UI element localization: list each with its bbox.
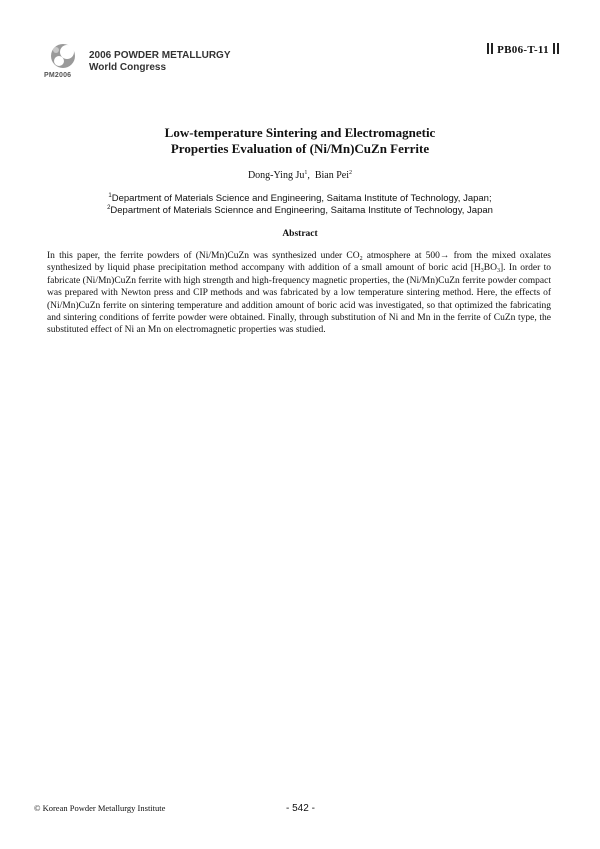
conference-logo: [44, 40, 84, 82]
abstract-text: atmosphere at 500→ from the mixed oxalates synthesized by liquid phase precipitation method accompany with addition of a small amount of boric acid [H: [47, 251, 551, 274]
paper-code: [486, 43, 560, 56]
subscript: 3: [497, 268, 500, 275]
paper-code-text: PB06-T-11: [497, 44, 549, 56]
subscript: 3: [480, 268, 484, 275]
code-bar-right: [553, 43, 555, 54]
author-affil-mark: 1: [304, 170, 308, 176]
page-number: - 542 -: [286, 803, 315, 814]
conference-line1: 2006 POWDER METALLURGY: [89, 50, 231, 61]
subscript: 2: [359, 256, 363, 262]
abstract-text: ]. In order to fabricate (Ni/Mn)CuZn ferrite with high strength and high-frequency magnetic properties, the (Ni/Mn)CuZn ferrite powder compact was prepared with Newton press and CIP methods and was fabricated by a low temperature sintering method. Here, the effects of (Ni/Mn)CuZn ferrite on sintering temperature and addition amount of boric acid was investigated, so that optimized the fabricating and sintering conditions of ferrite powder were obtained. Finally, through substitution of Ni and Mn in the ferrite of CuZn type, the substituted effect of Ni an Mn on electromagnetic properties was studied.: [47, 263, 551, 336]
affiliation-2: [0, 205, 600, 217]
affil-mark: 1: [108, 193, 112, 199]
author-separator: ,: [307, 170, 315, 181]
author-name: Bian Pei: [314, 170, 350, 181]
abstract-heading: Abstract: [282, 229, 318, 239]
affil-text: Department of Materials Science and Engineering, Saitama Institute of Technology, Japan;: [111, 193, 492, 204]
author-list: [0, 170, 600, 181]
author-name: Dong-Ying Ju: [247, 170, 305, 181]
code-bar-right2: [557, 43, 559, 54]
affil-text: Department of Materials Sciennce and Engineering, Saitama Institute of Technology, Japan: [110, 205, 493, 216]
conference-name: [89, 50, 231, 74]
copyright-notice: © Korean Powder Metallurgy Institute: [34, 803, 166, 813]
code-bar-left: [487, 43, 489, 54]
abstract-text: BO: [483, 263, 497, 274]
paper-title: [0, 125, 600, 157]
abstract-body: [47, 250, 551, 337]
code-bar-left2: [491, 43, 493, 54]
conference-line2: World Congress: [89, 62, 167, 73]
title-line2: Properties Evaluation of (Ni/Mn)CuZn Ferrite: [170, 141, 430, 156]
title-line1: Low-temperature Sintering and Electromagnetic: [164, 125, 436, 140]
affiliation-1: [0, 193, 600, 205]
affil-mark: 2: [107, 205, 111, 211]
abstract-text: In this paper, the ferrite powders of (Ni/Mn)CuZn was synthesized under CO: [47, 251, 360, 261]
affiliations: [0, 193, 600, 217]
logo-text: PM2006: [44, 72, 72, 79]
author-affil-mark: 2: [349, 170, 353, 176]
pm2006-logo-icon: [48, 42, 78, 72]
